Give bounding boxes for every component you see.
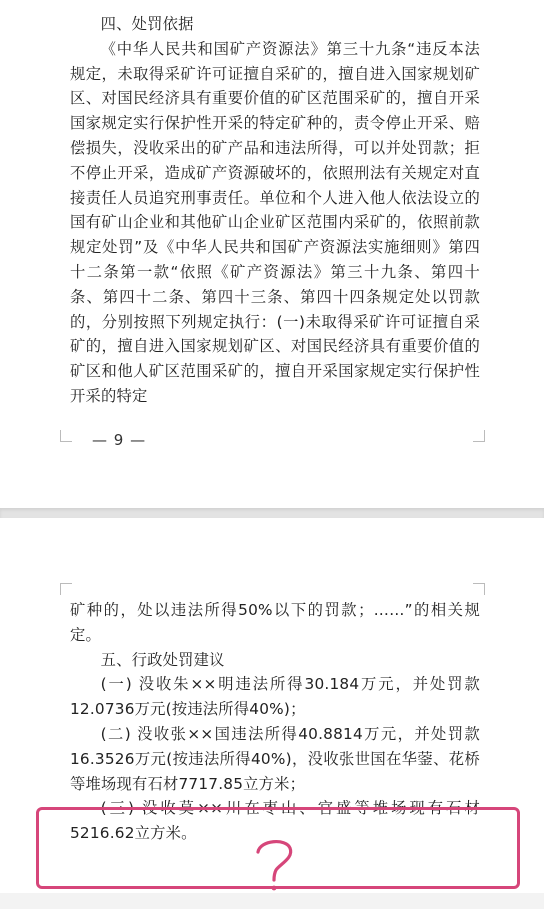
penalty-item-1: (一) 没收朱××明违法所得30.184万元，并处罚款12.0736万元(按违法所得40%)； [70,675,480,719]
section-heading-4: 四、处罚依据 [100,15,194,33]
penalty-item-2: (二) 没收张××国违法所得40.8814万元，并处罚款16.3526万元(按违法所得40%)，没收张世国在华蓥、花桥等堆场现有石材7717.85立方米； [70,724,480,793]
continuation-text: 矿种的，处以违法所得50%以下的罚款；……”的相关规定。 [70,601,480,644]
question-mark-icon [252,836,300,892]
page-corner-mark [60,430,72,442]
section-heading-5: 五、行政处罚建议 [100,650,225,669]
page-number: — 9 — [92,431,147,449]
page-corner-mark [473,583,485,595]
page-corner-mark [473,430,485,442]
bottom-bar [0,893,544,909]
page-corner-mark [60,583,72,595]
penalty-item-3: (三) 没收莫××川在枣山、官盛等堆场现有石材5216.62立方米。 [70,799,480,843]
page-gap [0,508,544,518]
legal-basis-paragraph: 《中华人民共和国矿产资源法》第三十九条“违反本法规定，未取得采矿许可证擅自采矿的，擅自进入国家规划矿区、对国民经济具有重要价值的矿区范围采矿的，擅自开采国家规定实行保护性开采的特定矿种的，责令停止开采、赔偿损失，没收采出的矿产品和违法所得，可以并处罚款；拒不停止开采，造成矿产资源破坏的，依照刑法有关规定对直接责任人员追究刑事责任。单位和个人进入他人依法设立的国有矿山企业和其他矿山企业矿区范围内采矿的，依照前款规定处罚”及《中华人民共和国矿产资源法实施细则》第四十二条第一款“依照《矿产资源法》第三十九条、第四十条、第四十二条、第四十三条、第四十四条规定处以罚款的，分别按照下列规定执行：(一)未取得采矿许可证擅自采矿的，擅自进入国家规划矿区、对国民经济具有重要价值的矿区和他人矿区范围采矿的，擅自开采国家规定实行保护性开采的特定 [70,39,480,405]
page-1-content [70,12,480,409]
